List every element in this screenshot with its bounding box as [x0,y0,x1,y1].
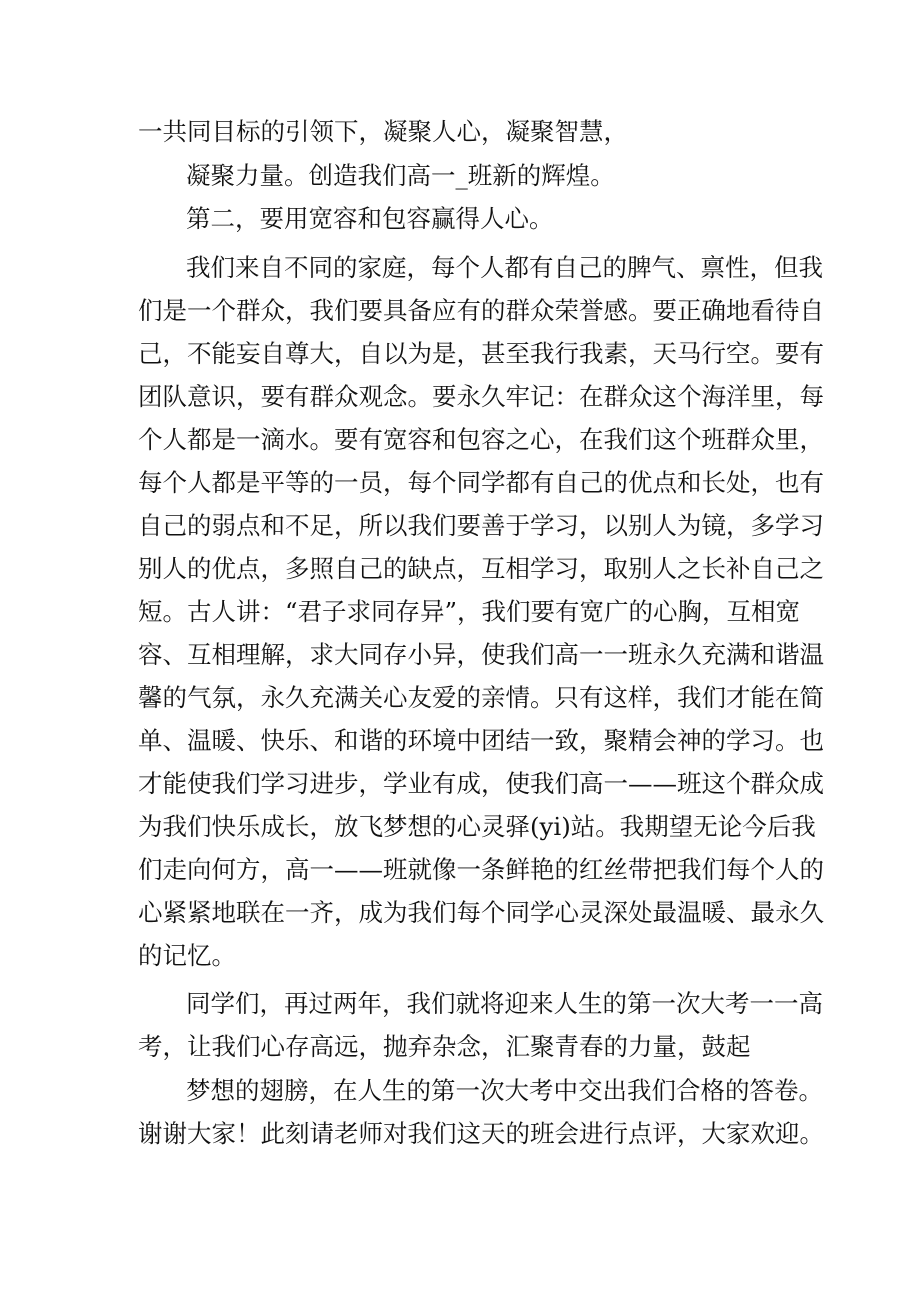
text-line-3: 第二，要用宽容和包容赢得人心。 [186,204,554,233]
text-line-22: 考，让我们心存高远，抛弃杂念，汇聚青春的力量，鼓起 [138,1032,751,1061]
text-line-10: 自己的弱点和不足，所以我们要善于学习，以别人为镜，多学习 [138,511,824,540]
text-line-4: 我们来自不同的家庭，每个人都有自己的脾气、禀性，但我 [186,253,823,282]
text-line-20: 的记忆。 [138,941,236,970]
text-line-8: 个人都是一滴水。要有宽容和包容之心，在我们这个班群众里， [138,425,824,454]
text-line-16: 才能使我们学习进步，学业有成，使我们高一——班这个群众成 [138,769,824,798]
text-line-18: 们走向何方，高一——班就像一条鲜艳的红丝带把我们每个人的 [138,855,824,884]
text-line-23: 梦想的翅膀，在人生的第一次大考中交出我们合格的答卷。 [186,1076,823,1105]
text-line-1: 一共同目标的引领下，凝聚人心，凝聚智慧， [138,117,628,146]
text-line-6: 己，不能妄自尊大，自以为是，甚至我行我素，天马行空。要有 [138,339,824,368]
text-line-14: 馨的气氛，永久充满关心友爱的亲情。只有这样，我们才能在简 [138,683,824,712]
text-line-7: 团队意识，要有群众观念。要永久牢记：在群众这个海洋里，每 [138,382,824,411]
text-line-13: 容、互相理解，求大同存小异，使我们高一一班永久充满和谐温 [138,640,824,669]
text-line-5: 们是一个群众，我们要具备应有的群众荣誉感。要正确地看待自 [138,296,824,325]
text-line-9: 每个人都是平等的一员，每个同学都有自己的优点和长处，也有 [138,468,824,497]
text-line-12: 短。古人讲：“君子求同存异”，我们要有宽广的心胸，互相宽 [138,597,801,626]
text-line-24: 谢谢大家！此刻请老师对我们这天的班会进行点评，大家欢迎。 [138,1119,824,1148]
text-line-2: 凝聚力量。创造我们高一_班新的辉煌。 [186,161,615,190]
text-line-17: 为我们快乐成长，放飞梦想的心灵驿(yi)站。我期望无论今后我 [138,812,816,841]
text-line-11: 别人的优点，多照自己的缺点，互相学习，取别人之长补自己之 [138,554,824,583]
text-line-21: 同学们，再过两年，我们就将迎来人生的第一次大考一一高 [186,989,823,1018]
text-line-15: 单、温暖、快乐、和谐的环境中团结一致，聚精会神的学习。也 [138,726,824,755]
text-line-19: 心紧紧地联在一齐，成为我们每个同学心灵深处最温暖、最永久 [138,898,824,927]
